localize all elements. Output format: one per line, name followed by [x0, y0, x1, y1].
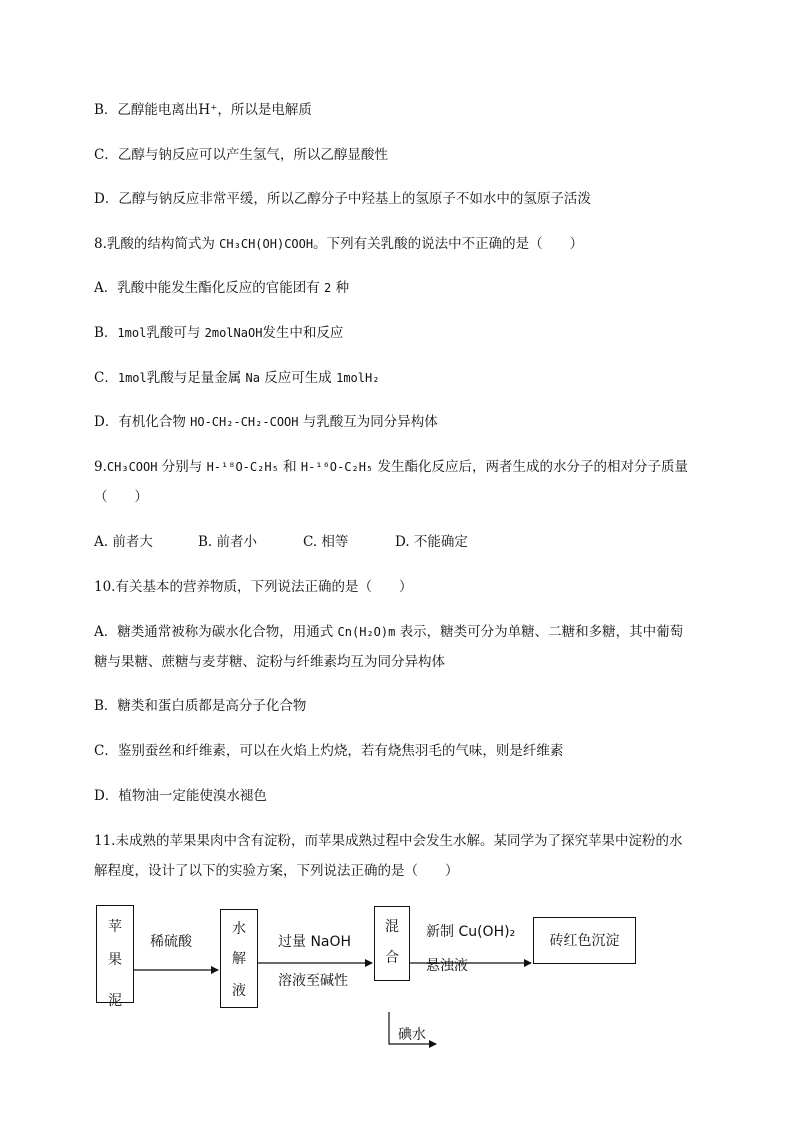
- box4-label: 砖红色沉淀: [549, 933, 620, 949]
- box2-char-2: 解: [232, 951, 246, 967]
- q9-option-c: C. 相等: [303, 534, 349, 550]
- q9-formula-o16: H-¹⁶O-C₂H₅: [300, 460, 374, 474]
- q11-stem-line1: 11.未成熟的苹果果肉中含有淀粉，而苹果成熟过程中会发生水解。某同学为了探究苹果中淀粉的水: [94, 833, 683, 849]
- q9-formula-o18: H-¹⁸O-C₂H₅: [206, 460, 279, 474]
- box1-char-1: 苹: [108, 919, 122, 935]
- q10-option-b: B．糖类和蛋白质都是高分子化合物: [94, 698, 307, 714]
- q8b-label: B．: [94, 325, 118, 341]
- q9-text3: 发生酯化反应后，两者生成的水分子的相对分子质量: [373, 459, 688, 475]
- q9-formula-acetic: CH₃COOH: [106, 460, 158, 474]
- box2-char-3: 液: [232, 983, 246, 999]
- box1-char-3: 泥: [108, 993, 122, 1009]
- q8b-text: 乳酸可与: [146, 325, 205, 341]
- label-to-alkaline: 溶液至碱性: [278, 973, 348, 989]
- q9-option-b: B. 前者小: [198, 534, 258, 550]
- q10a-formula: Cn(H₂O)m: [337, 625, 396, 639]
- q10-stem: 10.有关基本的营养物质，下列说法正确的是（ ）: [94, 579, 413, 595]
- q8-stem-text: 8.乳酸的结构简式为: [94, 236, 220, 252]
- q8a-tail: 种: [331, 280, 350, 296]
- q10-option-d: D．植物油一定能使溴水褪色: [94, 788, 267, 804]
- q8-stem-tail: 。下列有关乳酸的说法中不正确的是（ ）: [313, 236, 584, 252]
- q8c-text: 乳酸与足量金属: [146, 370, 246, 386]
- box-brick-red-precipitate: [533, 917, 636, 964]
- box-hydrolysate: [220, 909, 258, 1008]
- q9-text1: 分别与: [157, 459, 207, 475]
- q10a-text: A．糖类通常被称为碳水化合物，用通式: [94, 624, 338, 640]
- q9-text2: 和: [278, 459, 301, 475]
- q8c-text2: 反应可生成: [260, 370, 337, 386]
- q7-option-b: B．乙醇能电离出H⁺，所以是电解质: [94, 102, 312, 118]
- q8d-text: D．有机化合物: [94, 414, 191, 430]
- q9-option-d: D. 不能确定: [395, 534, 468, 550]
- q9-answer-blank: （ ）: [94, 489, 148, 505]
- q11-stem-line2: 解程度，设计了以下的实验方案，下列说法正确的是（ ）: [94, 863, 459, 879]
- q9-option-a: A. 前者大: [94, 534, 153, 550]
- label-iodine-water: 碘水: [398, 1027, 426, 1043]
- label-excess-naoh: 过量 NaOH: [278, 934, 352, 950]
- q9-number: 9.: [94, 459, 107, 475]
- box3-char-1: 混: [385, 919, 399, 935]
- q8c-amount2: 1molH₂: [336, 371, 380, 385]
- q8-formula: CH₃CH(OH)COOH: [219, 237, 314, 251]
- label-dilute-sulfuric-acid: 稀硫酸: [150, 934, 192, 950]
- q8c-sodium: Na: [245, 371, 260, 385]
- q10a-tail: 表示，糖类可分为单糖、二糖和多糖，其中葡萄: [395, 624, 684, 640]
- q8b-amount1: 1mol: [117, 326, 147, 340]
- box2-char-1: 水: [232, 921, 246, 937]
- label-fresh-cuoh2: 新制 Cu(OH)₂: [426, 924, 516, 940]
- box1-char-2: 果: [108, 952, 122, 968]
- label-suspension: 悬浊液: [426, 958, 468, 974]
- q8d-formula: HO-CH₂-CH₂-COOH: [190, 415, 299, 429]
- q8b-amount2: 2molNaOH: [204, 326, 263, 340]
- q7-option-d: D．乙醇与钠反应非常平缓，所以乙醇分子中羟基上的氢原子不如水中的氢原子活泼: [94, 191, 591, 207]
- q8a-number: 2: [324, 281, 332, 295]
- q8c-amount1: 1mol: [117, 371, 147, 385]
- q7-option-c: C．乙醇与钠反应可以产生氢气，所以乙醇显酸性: [94, 147, 388, 163]
- q10-option-c: C．鉴别蚕丝和纤维素，可以在火焰上灼烧，若有烧焦羽毛的气味，则是纤维素: [94, 743, 564, 759]
- q8d-tail: 与乳酸互为同分异构体: [298, 414, 438, 430]
- q8b-tail: 发生中和反应: [262, 325, 344, 341]
- box3-char-2: 合: [385, 950, 399, 966]
- box-apple-puree: [96, 905, 134, 1009]
- q8c-label: C．: [94, 370, 118, 386]
- q10-option-a-line2: 糖与果糖、蔗糖与麦芽糖、淀粉与纤维素均互为同分异构体: [94, 654, 445, 670]
- box-mix: [374, 906, 410, 981]
- q8a-text: A．乳酸中能发生酯化反应的官能团有: [94, 280, 325, 296]
